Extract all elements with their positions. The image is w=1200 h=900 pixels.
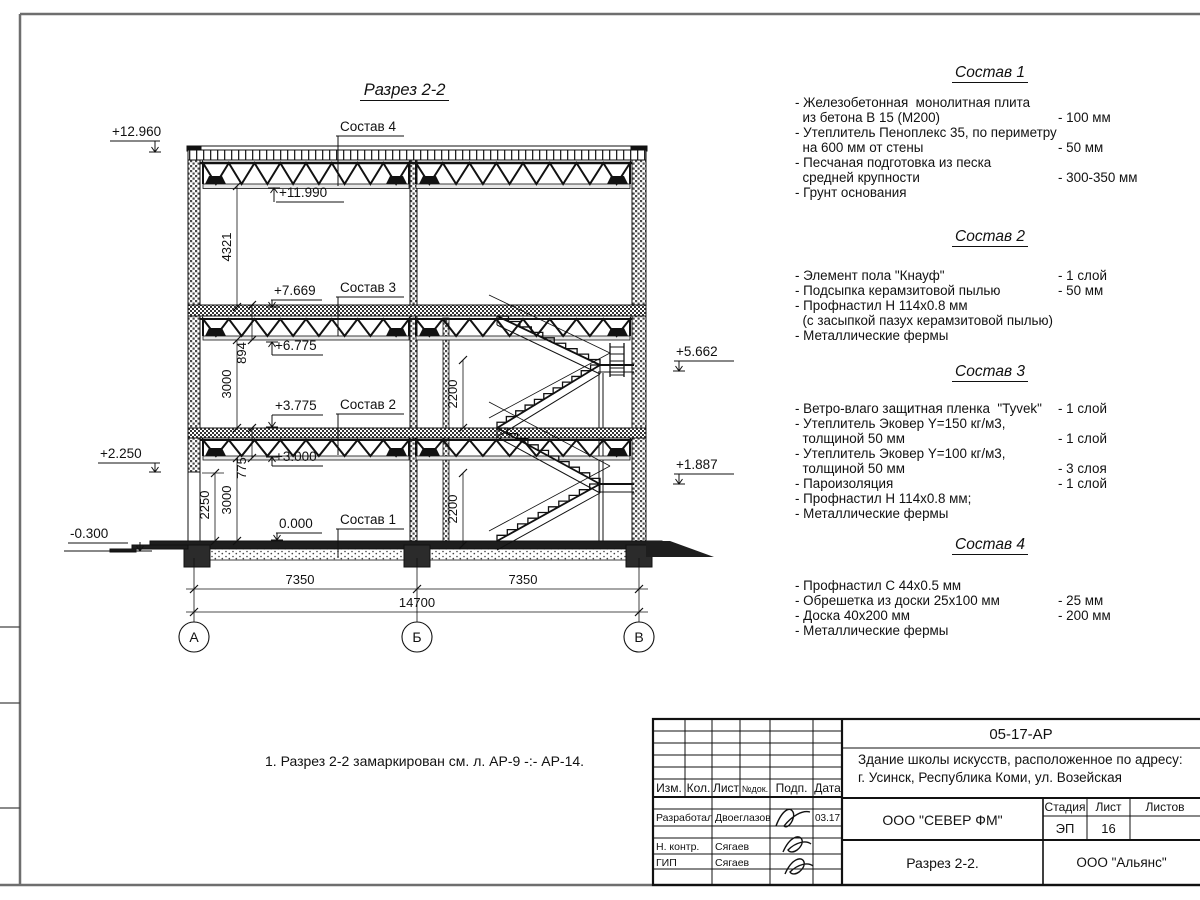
col-izm: Изм. xyxy=(656,781,682,795)
drawing-title-text: Разрез 2-2 xyxy=(360,81,450,101)
col-kol: Кол. xyxy=(686,781,711,795)
date-developer: 03.17 xyxy=(814,813,841,824)
spec-sostav-2 xyxy=(795,228,1185,343)
dim-7350-right: 7350 xyxy=(508,572,538,587)
spec-row: - Ветро-влаго защитная пленка "Tyvek" - 1 слой xyxy=(795,401,1107,416)
spec-row: - Пароизоляция - 1 слой xyxy=(795,476,1107,491)
dim-894: 894 xyxy=(234,342,249,364)
elevation-m0300: -0.300 xyxy=(70,526,109,541)
elevation-7669: +7.669 xyxy=(274,283,316,298)
spec-title: Состав 1 xyxy=(795,64,1185,82)
spec-sostav-3 xyxy=(795,363,1185,521)
sheet-name: Разрез 2-2. xyxy=(906,855,979,871)
signature-ncontrol xyxy=(783,837,811,852)
axis-v: В xyxy=(634,629,644,645)
dim-4321: 4321 xyxy=(219,232,234,262)
entrance-ramp xyxy=(646,541,714,557)
spec-row: - Подсыпка керамзитовой пылью - 50 мм xyxy=(795,283,1104,298)
annotation-texts xyxy=(70,119,718,645)
project-name-line1: Здание школы искусств, расположенное по адресу: xyxy=(858,752,1183,767)
col-list: Лист xyxy=(712,781,740,795)
role-ncontrol: Н. контр. xyxy=(656,841,700,853)
spec-title: Состав 4 xyxy=(795,536,1185,554)
sheet-number: 16 xyxy=(1101,821,1116,836)
dim-2200-upper: 2200 xyxy=(445,379,460,409)
spec-sostav-1 xyxy=(795,64,1185,200)
elevation-11990: +11.990 xyxy=(279,185,328,200)
elevation-1887: +1.887 xyxy=(676,457,718,472)
stage-value: ЭП xyxy=(1055,821,1075,836)
dim-775: 775 xyxy=(234,457,249,479)
name-ncontrol: Сягаев xyxy=(715,841,750,853)
stage-label: Стадия xyxy=(1044,800,1086,814)
contractor-org: ООО "Альянс" xyxy=(1076,855,1167,870)
project-name-line2: г. Усинск, Республика Коми, ул. Возейская xyxy=(858,770,1122,785)
spec-row: толщиной 50 мм - 1 слой xyxy=(795,431,1107,446)
column-axis-b xyxy=(410,150,417,545)
spec-title: Состав 2 xyxy=(795,228,1185,246)
spec-row: - Утеплитель Эковер Y=150 кг/м3, xyxy=(795,416,1006,431)
drawing-note: 1. Разрез 2-2 замаркирован см. л. АР-9 -:- АР-14. xyxy=(265,753,585,769)
elevation-3775: +3.775 xyxy=(275,398,317,413)
dim-3000-lower: 3000 xyxy=(219,485,234,515)
signatures xyxy=(776,809,813,874)
leader-sostav4: Состав 4 xyxy=(340,119,396,134)
leader-sostav1: Состав 1 xyxy=(340,512,396,527)
spec-row: на 600 мм от стены - 50 мм xyxy=(795,140,1104,155)
col-data: Дата xyxy=(814,781,841,795)
designer-org: ООО "СЕВЕР ФМ" xyxy=(882,812,1003,828)
dim-14700: 14700 xyxy=(398,595,436,610)
dim-2250: 2250 xyxy=(197,490,212,520)
axis-a: А xyxy=(189,629,199,645)
floor-766-slab xyxy=(188,305,646,316)
role-gip: ГИП xyxy=(656,857,677,869)
signature-gip xyxy=(785,859,813,874)
spec-row: - Утеплитель Эковер Y=100 кг/м3, xyxy=(795,446,1006,461)
spec-row: - Профнастил Н 114х0.8 мм; xyxy=(795,491,972,506)
drawing-title xyxy=(330,62,470,100)
spec-row: - Утеплитель Пеноплекс 35, по периметру xyxy=(795,125,1057,140)
axis-b: Б xyxy=(412,629,422,645)
spec-row: - Металлические фермы xyxy=(795,506,949,521)
signature-developer xyxy=(776,809,810,826)
spec-row: - Металлические фермы xyxy=(795,328,949,343)
name-developer: Двоеглазов xyxy=(715,812,771,824)
floor-377-slab xyxy=(188,428,646,438)
spec-row: - Элемент пола "Кнауф" - 1 слой xyxy=(795,268,1107,283)
elevation-5662: +5.662 xyxy=(676,344,718,359)
doc-code: 05-17-АР xyxy=(989,726,1053,743)
leader-sostav3: Состав 3 xyxy=(340,280,396,295)
elevation-6775: +6.775 xyxy=(275,338,317,353)
elevation-3000: +3.000 xyxy=(275,449,317,464)
spec-row: - Обрешетка из доски 25х100 мм - 25 мм xyxy=(795,593,1104,608)
col-ndoc: №док. xyxy=(741,784,769,794)
spec-row: - Профнастил Н 114х0.8 мм xyxy=(795,298,968,313)
spec-row: - Грунт основания xyxy=(795,185,907,200)
dim-3000-upper: 3000 xyxy=(219,369,234,399)
spec-row: - Профнастил С 44х0.5 мм xyxy=(795,578,962,593)
spec-row: - Песчаная подготовка из песка xyxy=(795,155,992,170)
spec-row: - Железобетонная монолитная плита xyxy=(795,95,1031,110)
roof-deck xyxy=(188,150,646,160)
dim-2200-lower: 2200 xyxy=(445,494,460,524)
dim-7350-left: 7350 xyxy=(285,572,315,587)
elevation-12960: +12.960 xyxy=(112,124,162,139)
composition-leaders xyxy=(336,136,404,558)
spec-row: толщиной 50 мм - 3 слоя xyxy=(795,461,1107,476)
name-gip: Сягаев xyxy=(715,857,750,869)
wall-axis-v xyxy=(632,150,646,545)
sheets-label: Листов xyxy=(1145,800,1185,814)
leader-sostav2: Состав 2 xyxy=(340,397,396,412)
spec-row: - Металлические фермы xyxy=(795,623,949,638)
spec-row: - Доска 40х200 мм - 200 мм xyxy=(795,608,1111,623)
elevation-0000: 0.000 xyxy=(279,516,313,531)
spec-title: Состав 3 xyxy=(795,363,1185,381)
sheet-label: Лист xyxy=(1095,800,1122,814)
elevation-2250: +2.250 xyxy=(100,446,142,461)
col-podp: Подп. xyxy=(775,781,808,795)
spec-row: из бетона В 15 (М200) - 100 мм xyxy=(795,110,1111,125)
role-developer: Разработал xyxy=(656,812,714,824)
building-section xyxy=(64,146,714,567)
spec-row: (с засыпкой пазух керамзитовой пылью) xyxy=(795,313,1054,328)
spec-row: средней крупности - 300-350 мм xyxy=(795,170,1138,185)
spec-sostav-4 xyxy=(795,536,1185,638)
